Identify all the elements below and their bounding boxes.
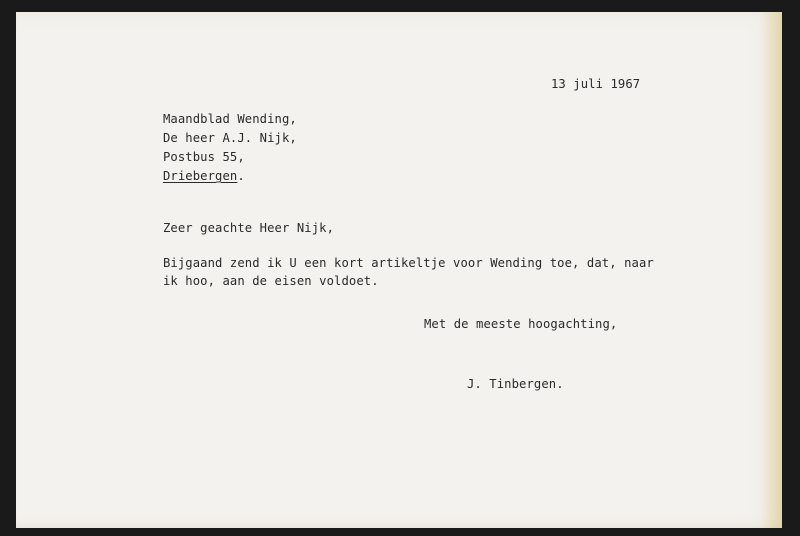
salutation: Zeer geachte Heer Nijk, <box>163 221 335 235</box>
body-line-1: Bijgaand zend ik U een kort artikeltje voor Wending toe, dat, naar <box>163 256 654 270</box>
closing: Met de meeste hoogachting, <box>424 317 618 331</box>
address-city-line <box>163 169 245 183</box>
address-line-1: Maandblad Wending, <box>163 112 297 126</box>
address-city: Driebergen <box>163 169 238 183</box>
paper-sheet <box>16 12 782 528</box>
address-city-suffix: . <box>237 169 245 183</box>
address-line-2: De heer A.J. Nijk, <box>163 131 297 145</box>
signature: J. Tinbergen. <box>467 377 564 391</box>
address-line-3: Postbus 55, <box>163 150 245 164</box>
body-line-2: ik hoo, aan de eisen voldoet. <box>163 274 379 288</box>
letter-date: 13 juli 1967 <box>551 77 641 91</box>
